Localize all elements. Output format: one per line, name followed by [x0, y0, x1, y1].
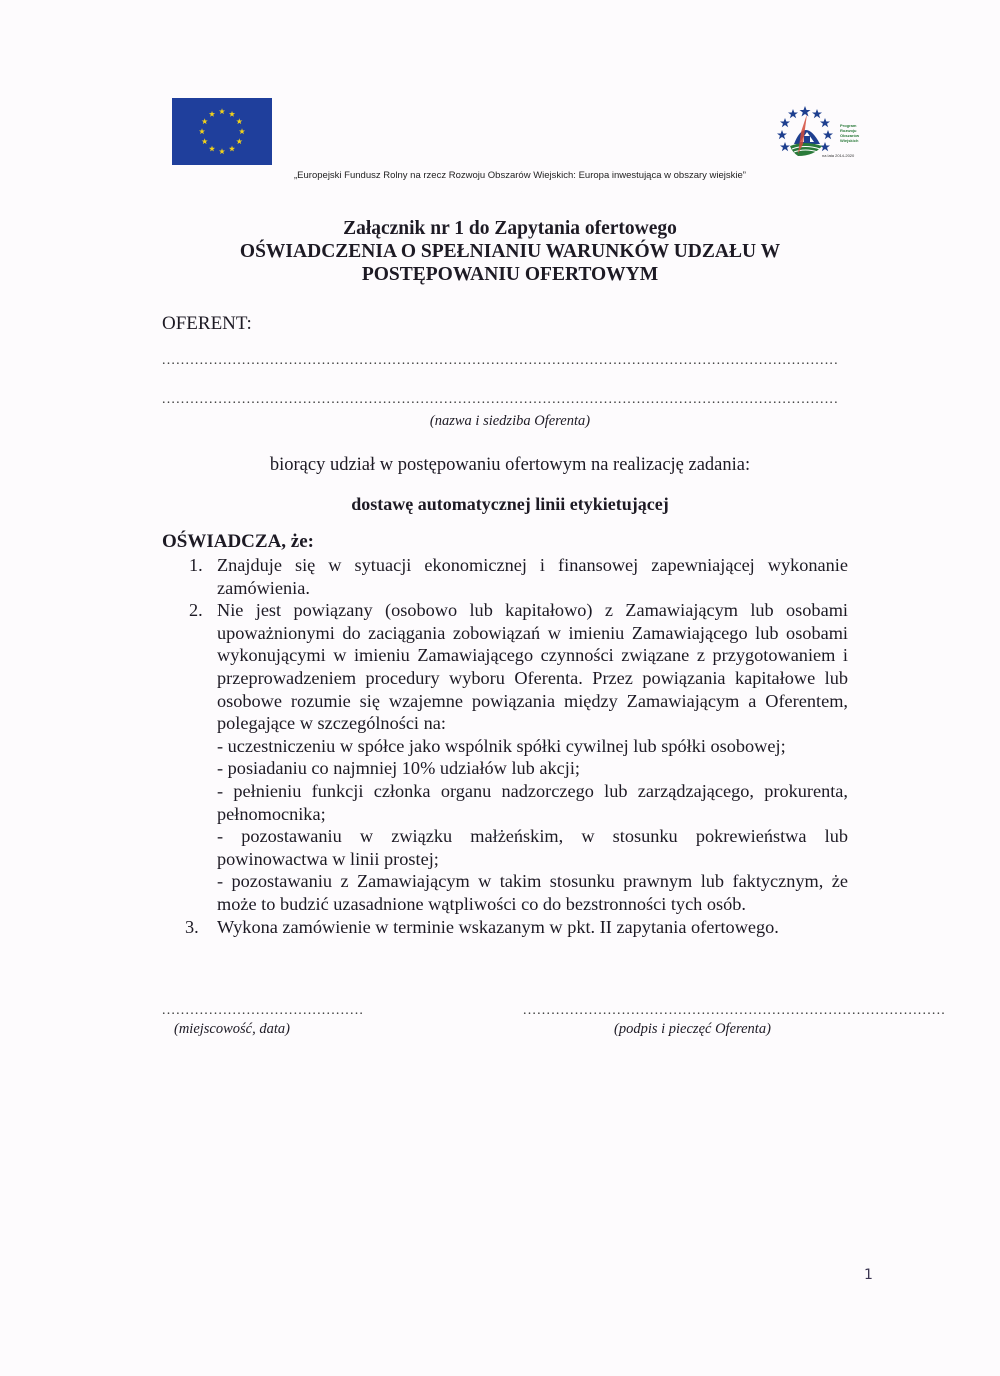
- eu-star-icon: [219, 108, 225, 114]
- eu-flag-icon: [172, 98, 272, 165]
- eu-star-icon: [219, 148, 225, 154]
- eu-star-icon: [209, 146, 215, 152]
- eu-star-icon: [199, 128, 205, 134]
- prow-logo-text: [840, 123, 859, 143]
- signature-caption: (podpis i pieczęć Oferenta): [614, 1021, 771, 1037]
- list-item-text: Wykona zamówienie w terminie wskazanym w pkt. II zapytania ofertowego.: [217, 916, 779, 937]
- list-number: 2.: [189, 600, 203, 621]
- place-date-field[interactable]: ...........................................: [162, 1003, 365, 1018]
- bullet-item: - pozostawaniu z Zamawiającym w takim stosunku prawnym lub faktycznym, że może to budzić uzasadnione wątpliwości co do bezstronności tych osób.: [217, 871, 848, 914]
- bullet-item: - pełnieniu funkcji członka organu nadzorczego lub zarządzającego, prokurenta, pełnomocnika;: [217, 780, 848, 824]
- oferent-name-field[interactable]: ................................................................................................................................................: [162, 353, 839, 368]
- list-item: [165, 599, 848, 915]
- list-number: 3.: [185, 916, 199, 937]
- oferent-address-field[interactable]: ................................................................................................................................................: [162, 392, 839, 407]
- list-item-text: Znajduje się w sytuacji ekonomicznej i finansowej zapewniającej wykonanie zamówienia.: [217, 555, 848, 598]
- prow-line: Obszarów: [840, 133, 860, 138]
- intro-text: biorący udział w postępowaniu ofertowym na realizację zadania:: [269, 455, 751, 475]
- subtitle-line: OŚWIADCZENIA O SPEŁNIANIU WARUNKÓW UDZAŁU W: [239, 241, 781, 262]
- oferent-label: OFERENT:: [162, 313, 252, 334]
- eu-star-icon: [236, 138, 242, 144]
- eu-star-icon: [202, 138, 208, 144]
- task-name: dostawę automatycznej linii etykietującej: [351, 494, 669, 514]
- document-title: Załącznik nr 1 do Zapytania ofertowego: [343, 218, 677, 239]
- document-subtitle: [150, 240, 870, 286]
- prow-line: Rozwoju: [840, 128, 857, 133]
- eu-star-icon: [202, 118, 208, 124]
- eafrd-caption: „Europejski Fundusz Rolny na rzecz Rozwoju Obszarów Wiejskich: Europa inwestująca w obszary wiejskie”: [294, 170, 746, 181]
- list-item: [165, 554, 848, 599]
- bullet-item: - pozostawaniu w związku małżeńskim, w stosunku pokrewieństwa lub powinowactwa w linii prostej;: [217, 826, 848, 869]
- place-date-caption: (miejscowość, data): [174, 1021, 290, 1037]
- oferent-caption: (nazwa i siedziba Oferenta): [429, 413, 591, 429]
- signature-field[interactable]: ..........................................................................................: [523, 1003, 946, 1018]
- list-item-text: Nie jest powiązany (osobowo lub kapitałowo) z Zamawiającym lub osobami upoważnionymi do zaciągania zobowiązań w imieniu Zamawiającego lub osobami wykonującymi w imieniu Zamawiającego czynności związane z przygotowaniem i przeprowadzeniem procedury wyboru Oferenta. Przez powiązania kapitałowe lub osobowe rozumie się wzajemne powiązania między Zamawiającym a Oferentem, polegające w szczególności na:: [217, 600, 848, 734]
- declares-heading: OŚWIADCZA, że:: [162, 531, 314, 552]
- eu-star-icon: [229, 111, 235, 117]
- eu-star-icon: [209, 111, 215, 117]
- list-item: [165, 916, 848, 939]
- eu-star-icon: [239, 128, 245, 134]
- page-number: 1: [864, 1267, 873, 1283]
- list-number: 1.: [189, 555, 203, 575]
- prow-line: Wiejskich: [840, 138, 859, 143]
- eu-star-icon: [229, 146, 235, 152]
- bullet-item: - uczestniczeniu w spółce jako wspólnik spółki cywilnej lub spółki osobowej;: [217, 735, 786, 756]
- prow-years: na lata 2014-2020: [822, 153, 855, 158]
- eu-star-icon: [236, 118, 242, 124]
- prow-line: Program: [840, 123, 857, 128]
- declaration-list: [165, 554, 848, 938]
- bullet-item: - posiadaniu co najmniej 10% udziałów lub akcji;: [217, 758, 580, 779]
- subtitle-line: POSTĘPOWANIU OFERTOWYM: [361, 264, 659, 285]
